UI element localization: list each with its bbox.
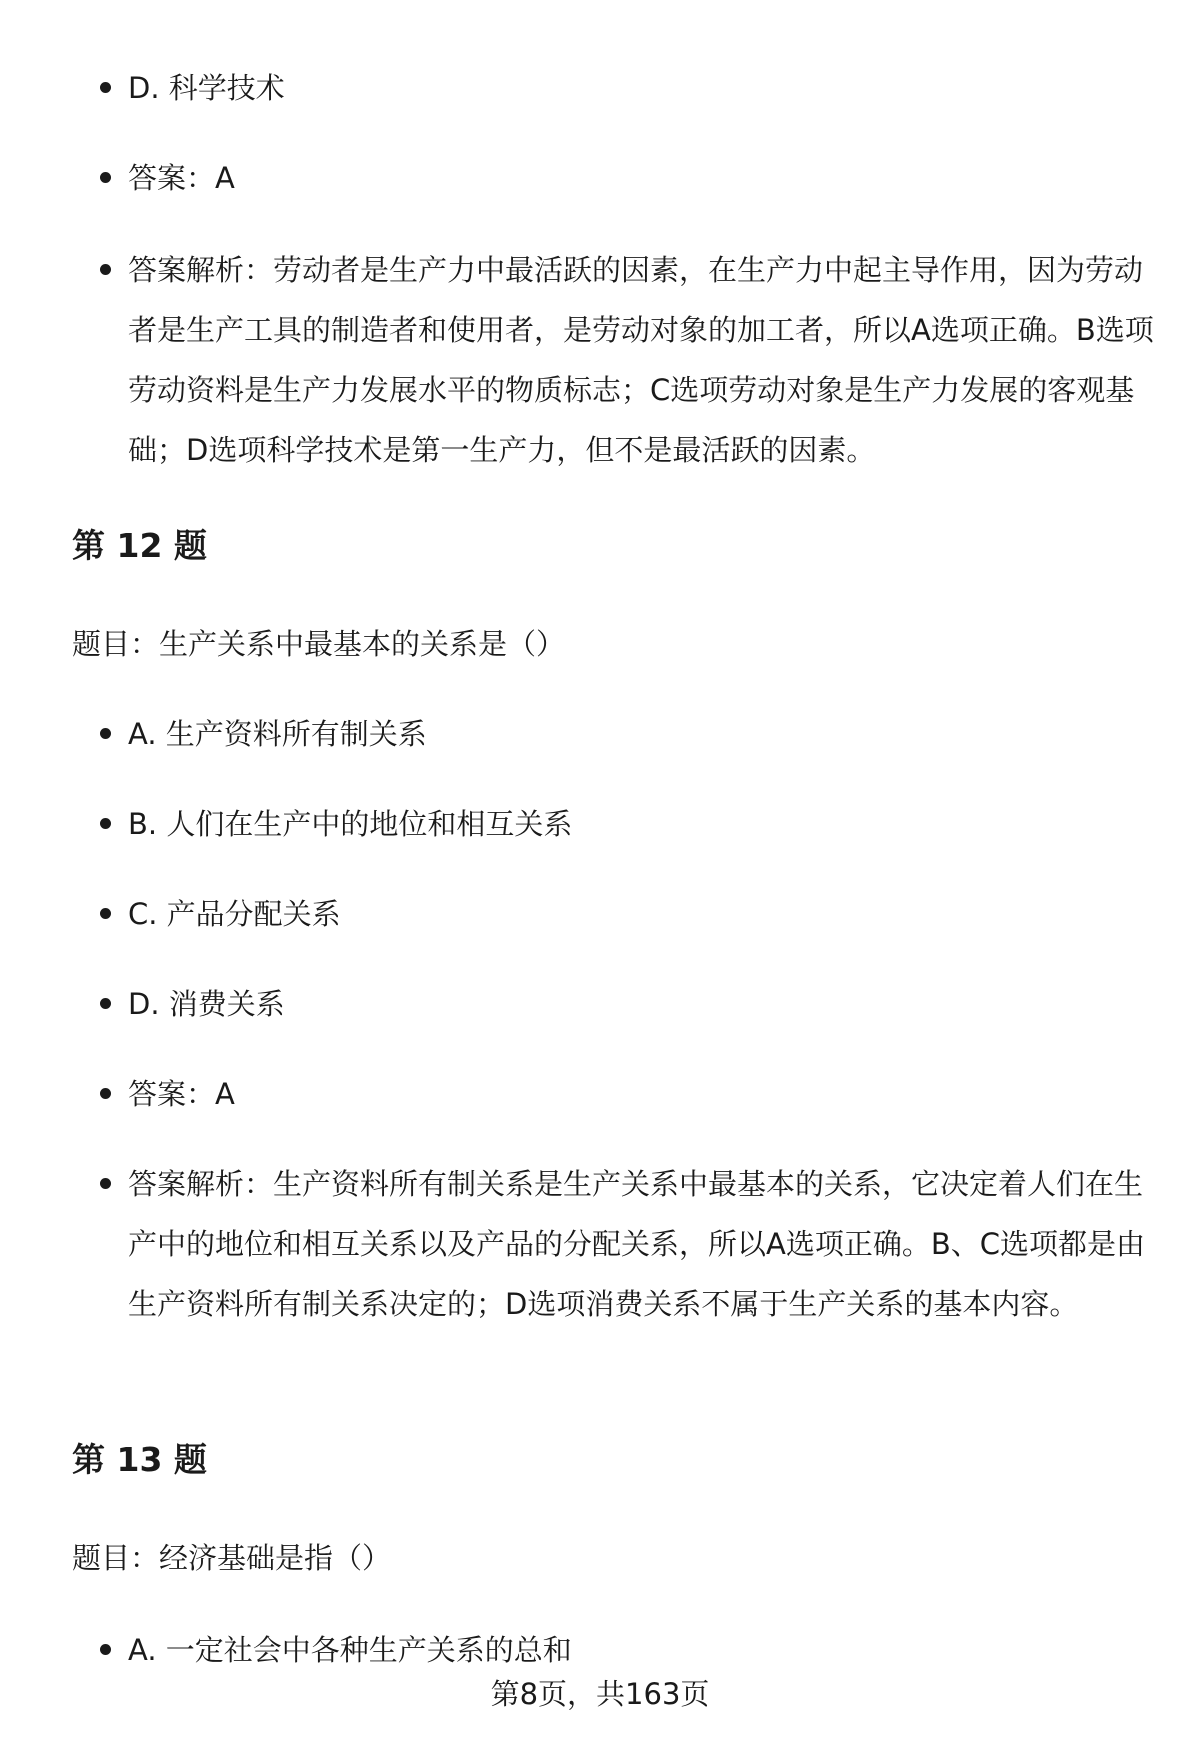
option-b: B. 人们在生产中的地位和相互关系 bbox=[128, 794, 1158, 854]
question-heading: 第 13 题 bbox=[72, 1440, 207, 1479]
answer: 答案：A bbox=[128, 148, 1158, 208]
option-a: A. 一定社会中各种生产关系的总和 bbox=[128, 1620, 1158, 1680]
page-number: 第8页，共163页 bbox=[490, 1677, 710, 1711]
question-stem: 题目：经济基础是指（） bbox=[72, 1541, 392, 1575]
option-d: D. 科学技术 bbox=[128, 58, 1158, 118]
question-stem: 题目：生产关系中最基本的关系是（） bbox=[72, 627, 566, 661]
answer: 答案：A bbox=[128, 1064, 1158, 1124]
option-c: C. 产品分配关系 bbox=[128, 884, 1158, 944]
option-a: A. 生产资料所有制关系 bbox=[128, 704, 1158, 764]
answer-explanation: 答案解析：生产资料所有制关系是生产关系中最基本的关系，它决定着人们在生产中的地位和相互关系以及产品的分配关系，所以A选项正确。B、C选项都是由生产资料所有制关系决定的；D选项消费关系不属于生产关系的基本内容。 bbox=[128, 1154, 1158, 1334]
question-heading: 第 12 题 bbox=[72, 526, 207, 565]
option-d: D. 消费关系 bbox=[128, 974, 1158, 1034]
answer-explanation: 答案解析：劳动者是生产力中最活跃的因素，在生产力中起主导作用，因为劳动者是生产工具的制造者和使用者，是劳动对象的加工者，所以A选项正确。B选项劳动资料是生产力发展水平的物质标志；C选项劳动对象是生产力发展的客观基础；D选项科学技术是第一生产力，但不是最活跃的因素。 bbox=[128, 240, 1158, 480]
